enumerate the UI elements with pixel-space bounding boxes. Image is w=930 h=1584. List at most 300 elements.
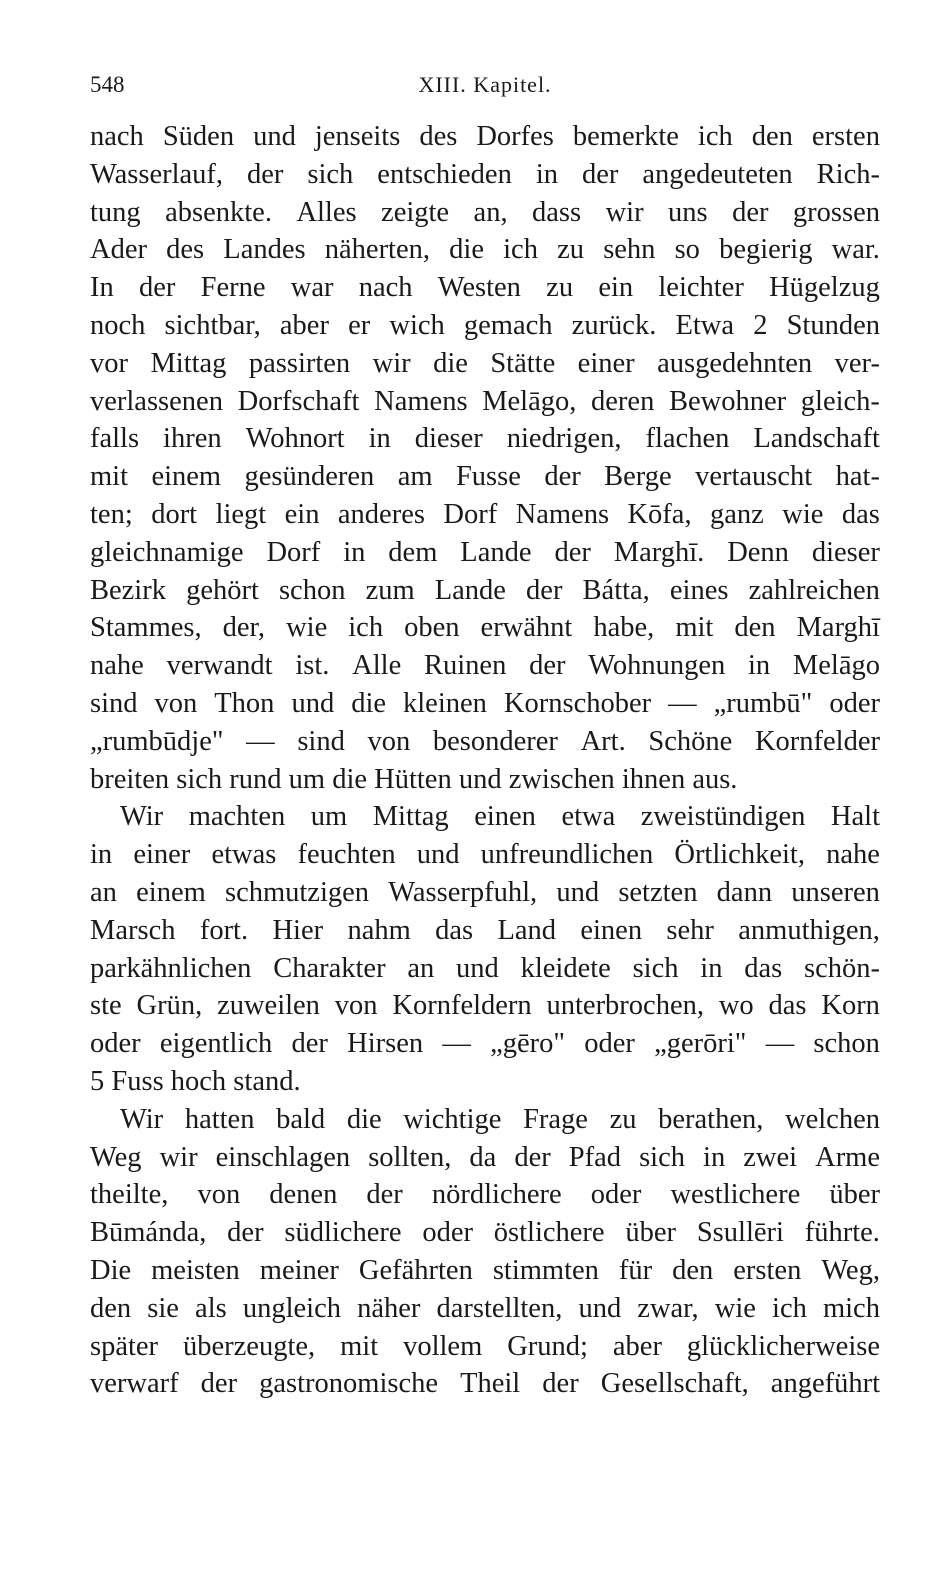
word: Ferne <box>200 272 266 304</box>
word: ein <box>598 272 634 304</box>
text-line <box>90 383 880 421</box>
word: der <box>554 536 591 568</box>
word: „gerōri" <box>654 1028 747 1060</box>
text-line <box>90 156 880 194</box>
word: Fusse <box>455 461 521 493</box>
text-line <box>90 458 880 496</box>
word: er <box>348 309 371 341</box>
word: ten; <box>90 498 133 530</box>
word: Ruinen <box>424 650 507 682</box>
word: das <box>768 990 807 1022</box>
word: in <box>703 1141 726 1173</box>
word: führte. <box>804 1217 880 1249</box>
word: noch <box>90 309 146 341</box>
word: von <box>334 990 378 1022</box>
word: dieser <box>414 423 483 455</box>
word: der <box>200 1368 238 1400</box>
word: der <box>366 1179 403 1211</box>
word: tung <box>90 196 141 228</box>
word: an, <box>473 196 508 228</box>
word: kleidete <box>520 952 611 984</box>
word: verwarf <box>90 1368 179 1400</box>
word: von <box>197 1179 241 1211</box>
word: östlichere <box>493 1217 605 1249</box>
text-line <box>90 231 880 269</box>
word: verlassenen <box>90 385 223 417</box>
word: näher <box>357 1292 421 1324</box>
word: Art. <box>580 725 626 757</box>
word: darstellten, <box>436 1292 563 1324</box>
word: der <box>291 1028 328 1060</box>
word: nahe <box>826 839 880 871</box>
word: anmuthigen, <box>738 914 880 946</box>
word: Land <box>497 914 557 946</box>
word: war <box>290 272 334 304</box>
text-line <box>90 798 880 836</box>
word: Melāgo <box>792 650 880 682</box>
word: das <box>744 952 783 984</box>
word: Denn <box>727 536 789 568</box>
word: der <box>138 272 176 304</box>
word: zahlreichen <box>748 574 880 606</box>
word: besonderer <box>432 725 558 757</box>
word: wich <box>389 309 445 341</box>
word: Weg <box>90 1141 142 1173</box>
word: sehr <box>666 914 714 946</box>
word: Alles <box>296 196 357 228</box>
word: des <box>166 234 205 266</box>
word: Dorfes <box>476 121 554 152</box>
word: des <box>419 121 458 152</box>
word: vertauscht <box>695 461 813 493</box>
word: meisten <box>151 1254 240 1286</box>
word: schon <box>278 574 346 606</box>
word: wie <box>714 1292 756 1324</box>
word: machten <box>188 801 286 833</box>
word: Hügelzug <box>769 272 880 304</box>
text-line <box>90 572 880 610</box>
text-line <box>90 194 880 232</box>
word: Stammes, <box>90 612 202 644</box>
word: Ssullēri <box>696 1217 784 1249</box>
text-line <box>90 761 880 799</box>
word: Rich- <box>816 158 880 190</box>
word: der <box>526 574 563 606</box>
word: Weg, <box>821 1254 880 1286</box>
word: liegt <box>215 498 267 530</box>
word: Arme <box>815 1141 880 1173</box>
word: da <box>469 1141 497 1173</box>
word: Wohnort <box>245 423 345 455</box>
word: theilte, <box>90 1179 169 1211</box>
word: unterbrochen, <box>546 990 704 1022</box>
word: einschlagen <box>215 1141 351 1173</box>
word: ste <box>90 990 122 1022</box>
word: Landschaft <box>753 423 880 455</box>
word: meiner <box>259 1254 339 1286</box>
word: sollten, <box>368 1141 452 1173</box>
word: Gefährten <box>358 1254 473 1286</box>
word: anderes <box>337 498 425 530</box>
word: mit <box>340 1330 379 1362</box>
word: Dorf <box>266 536 321 568</box>
text-line <box>90 269 880 307</box>
word: Hirsen <box>347 1028 424 1060</box>
word: später <box>90 1330 159 1362</box>
word: Kornfeldern <box>392 990 532 1022</box>
text-line <box>90 987 880 1025</box>
page-number: 548 <box>90 72 125 97</box>
word: etwa <box>561 801 616 833</box>
text-line <box>90 723 880 761</box>
word: der <box>227 1217 264 1249</box>
word: Berge <box>604 461 672 493</box>
text-line <box>90 1328 880 1366</box>
word: grossen <box>792 196 880 228</box>
word: in <box>748 650 771 682</box>
word: zweistündigen <box>640 801 806 833</box>
word: aber <box>612 1330 662 1362</box>
word: eines <box>669 574 729 606</box>
word: Alle <box>352 650 402 682</box>
text-line <box>90 685 880 723</box>
text-line <box>90 118 880 156</box>
word: Hier <box>272 914 324 946</box>
word: sind <box>90 687 138 719</box>
word: deren <box>591 385 655 417</box>
word: Grund; <box>507 1330 588 1362</box>
word: der <box>542 1368 579 1400</box>
word: oder <box>590 1179 642 1211</box>
word: Ader <box>90 234 147 266</box>
word: sichtbar, <box>164 309 261 341</box>
text-line <box>90 1214 880 1252</box>
word: sich <box>307 158 354 190</box>
text-line-content: breiten sich rund um die Hütten und zwischen ihnen aus. <box>90 763 738 795</box>
word: erwähnt <box>480 612 573 644</box>
word: unseren <box>791 876 880 908</box>
word: habe, <box>593 612 655 644</box>
word: zu <box>557 234 585 266</box>
word: uns <box>668 196 708 228</box>
word: Lande <box>460 536 532 568</box>
word: dann <box>716 876 773 908</box>
word: nach <box>358 272 413 304</box>
word: Wir <box>120 1103 164 1135</box>
word: nahe <box>90 650 144 682</box>
word: oben <box>404 612 460 644</box>
word: der <box>247 158 284 190</box>
text-line <box>90 836 880 874</box>
word: hat- <box>835 461 880 493</box>
word: an <box>407 952 435 984</box>
word: nördlichere <box>431 1179 562 1211</box>
word: wir <box>605 196 644 228</box>
word: leichter <box>658 272 744 304</box>
word: einem <box>151 461 222 493</box>
word: zu <box>546 272 574 304</box>
word: etwas <box>211 839 277 871</box>
word: gleichnamige <box>90 536 244 568</box>
word: mit <box>675 612 714 644</box>
word: westlichere <box>670 1179 801 1211</box>
word: Bátta, <box>582 574 650 606</box>
word: über <box>625 1217 677 1249</box>
text-line <box>90 647 880 685</box>
word: flachen <box>645 423 730 455</box>
word: ist. <box>295 650 330 682</box>
word: eigentlich <box>159 1028 273 1060</box>
word: Gesellschaft, <box>600 1368 749 1400</box>
word: Örtlichkeit, <box>674 839 805 871</box>
word: Wasserpfuhl, <box>388 876 538 908</box>
word: Charakter <box>273 952 386 984</box>
word: sich <box>639 1141 685 1173</box>
word: Thon <box>214 687 275 719</box>
word: gastronomische <box>259 1368 439 1400</box>
word: dieser <box>811 536 880 568</box>
word: vollem <box>403 1330 483 1362</box>
word: bald <box>276 1103 326 1135</box>
word: in <box>368 423 391 455</box>
word: Dorf <box>443 498 498 530</box>
word: wie <box>286 612 328 644</box>
body-text <box>90 118 880 1403</box>
word: Grün, <box>136 990 203 1022</box>
word: wir <box>159 1141 198 1173</box>
word: das <box>841 498 880 530</box>
word: sehn <box>603 234 656 266</box>
word: Namens <box>515 498 610 530</box>
word: in <box>343 536 366 568</box>
word: Marsch <box>90 914 176 946</box>
word: schön- <box>804 952 880 984</box>
word: passirten <box>248 347 351 379</box>
word: falls <box>90 423 140 455</box>
text-line <box>90 1176 880 1214</box>
text-line <box>90 345 880 383</box>
word: „gēro" <box>490 1028 565 1060</box>
text-line <box>90 874 880 912</box>
word: entschieden <box>377 158 512 190</box>
word: — <box>668 687 697 719</box>
word: zu <box>609 1103 637 1135</box>
word: so <box>674 234 700 266</box>
word: glücklicherweise <box>686 1330 880 1362</box>
word: sich <box>632 952 679 984</box>
word: um <box>310 801 348 833</box>
word: einen <box>580 914 643 946</box>
word: Wir <box>120 801 164 833</box>
word: zwei <box>743 1141 798 1173</box>
text-line <box>90 1365 880 1403</box>
word: Landes <box>223 234 306 266</box>
word: zuweilen <box>217 990 320 1022</box>
word: In <box>90 272 114 304</box>
word: ausgedehnten <box>657 347 813 379</box>
word: über <box>829 1179 880 1211</box>
word: — <box>246 725 275 757</box>
word: „rumbūdje" <box>90 725 224 757</box>
word: die <box>346 1103 382 1135</box>
word: Bewohner <box>668 385 787 417</box>
word: einen <box>474 801 536 833</box>
word: ungleich <box>242 1292 341 1324</box>
word: wir <box>372 347 411 379</box>
word: und <box>416 839 460 871</box>
word: und <box>556 876 600 908</box>
word: in <box>700 952 723 984</box>
text-line <box>90 1252 880 1290</box>
word: angeführt <box>770 1368 880 1400</box>
word: gehört <box>186 574 259 606</box>
word: das <box>435 914 474 946</box>
word: ihren <box>163 423 222 455</box>
word: schmutzigen <box>224 876 370 908</box>
word: für <box>618 1254 653 1286</box>
word: von <box>367 725 411 757</box>
word: stimmten <box>492 1254 599 1286</box>
word: hatten <box>184 1103 255 1135</box>
word: näherten, <box>324 234 430 266</box>
word: ich <box>503 234 538 266</box>
text-line <box>90 1290 880 1328</box>
text-line <box>90 420 880 458</box>
word: den <box>672 1254 714 1286</box>
word: gesünderen <box>244 461 375 493</box>
word: den <box>734 612 776 644</box>
word: ich <box>697 121 733 152</box>
word: zum <box>365 574 415 606</box>
word: wo <box>718 990 754 1022</box>
word: schon <box>813 1028 880 1060</box>
word: Etwa <box>675 309 735 341</box>
text-line <box>90 1101 880 1139</box>
word: angedeuteten <box>642 158 793 190</box>
text-line <box>90 950 880 988</box>
word: die <box>449 234 484 266</box>
word: am <box>397 461 433 493</box>
word: ersten <box>733 1254 802 1286</box>
word: mich <box>822 1292 880 1324</box>
word: der <box>544 461 581 493</box>
word: oder <box>829 687 880 719</box>
word: ganz <box>710 498 764 530</box>
word: 2 <box>753 309 768 341</box>
word: gleich- <box>800 385 880 417</box>
word: Schöne <box>648 725 733 757</box>
text-line <box>90 1139 880 1177</box>
word: Kornfelder <box>754 725 880 757</box>
word: der <box>514 1141 551 1173</box>
word: als <box>195 1292 227 1324</box>
word: vor <box>90 347 128 379</box>
word: den <box>751 121 793 152</box>
word: ich <box>348 612 384 644</box>
word: Kōfa, <box>627 498 692 530</box>
text-line <box>90 1063 880 1101</box>
word: dort <box>151 498 198 530</box>
word: bemerkte <box>572 121 679 152</box>
word: überzeugte, <box>183 1330 316 1362</box>
word: Lande <box>434 574 506 606</box>
word: unfreundlichen <box>480 839 654 871</box>
word: feuchten <box>297 839 396 871</box>
word: fort. <box>199 914 249 946</box>
word: ersten <box>811 121 880 152</box>
word: parkähnlichen <box>90 952 252 984</box>
word: der <box>732 196 769 228</box>
word: Melāgo, <box>482 385 577 417</box>
word: Korn <box>821 990 880 1022</box>
word: oder <box>90 1028 141 1060</box>
word: nach <box>90 121 144 152</box>
word: zeigte <box>381 196 450 228</box>
word: — <box>442 1028 471 1060</box>
word: Stunden <box>786 309 880 341</box>
word: niedrigen, <box>506 423 622 455</box>
word: Mittag <box>150 347 227 379</box>
word: zwar, <box>637 1292 699 1324</box>
running-head: XIII. Kapitel. <box>418 72 552 97</box>
word: dass <box>532 196 582 228</box>
word: „rumbū" <box>713 687 813 719</box>
word: ver- <box>834 347 880 379</box>
word: Būmánda, <box>90 1217 207 1249</box>
word: absenkte. <box>165 196 272 228</box>
word: Theil <box>460 1368 521 1400</box>
word: Die <box>90 1254 132 1286</box>
word: einer <box>577 347 635 379</box>
text-line <box>90 912 880 950</box>
text-line-content: 5 Fuss hoch stand. <box>90 1065 301 1097</box>
word: aber <box>279 309 329 341</box>
word: Stätte <box>490 347 556 379</box>
word: einer <box>133 839 191 871</box>
word: einem <box>136 876 206 908</box>
word: gemach <box>463 309 553 341</box>
word: Kornschober <box>503 687 652 719</box>
word: Bezirk <box>90 574 166 606</box>
word: der <box>529 650 566 682</box>
word: begierig <box>719 234 813 266</box>
word: Westen <box>437 272 521 304</box>
word: und <box>578 1292 622 1324</box>
word: von <box>154 687 198 719</box>
word: kleinen <box>403 687 487 719</box>
word: Marghī <box>796 612 880 644</box>
word: nahm <box>347 914 411 946</box>
word: Frage <box>523 1103 588 1135</box>
word: ich <box>772 1292 807 1324</box>
word: südlichere <box>284 1217 402 1249</box>
text-line <box>90 609 880 647</box>
word: Wohnungen <box>588 650 726 682</box>
word: Namens <box>374 385 468 417</box>
word: war. <box>831 234 880 266</box>
word: sind <box>297 725 345 757</box>
word: — <box>765 1028 795 1060</box>
word: jenseits <box>314 121 401 152</box>
word: Mittag <box>372 801 449 833</box>
text-line <box>90 496 880 534</box>
word: Dorfschaft <box>237 385 360 417</box>
word: dem <box>388 536 438 568</box>
word: denen <box>269 1179 338 1211</box>
word: Pfad <box>568 1141 622 1173</box>
word: die <box>433 347 468 379</box>
word: in <box>535 158 558 190</box>
